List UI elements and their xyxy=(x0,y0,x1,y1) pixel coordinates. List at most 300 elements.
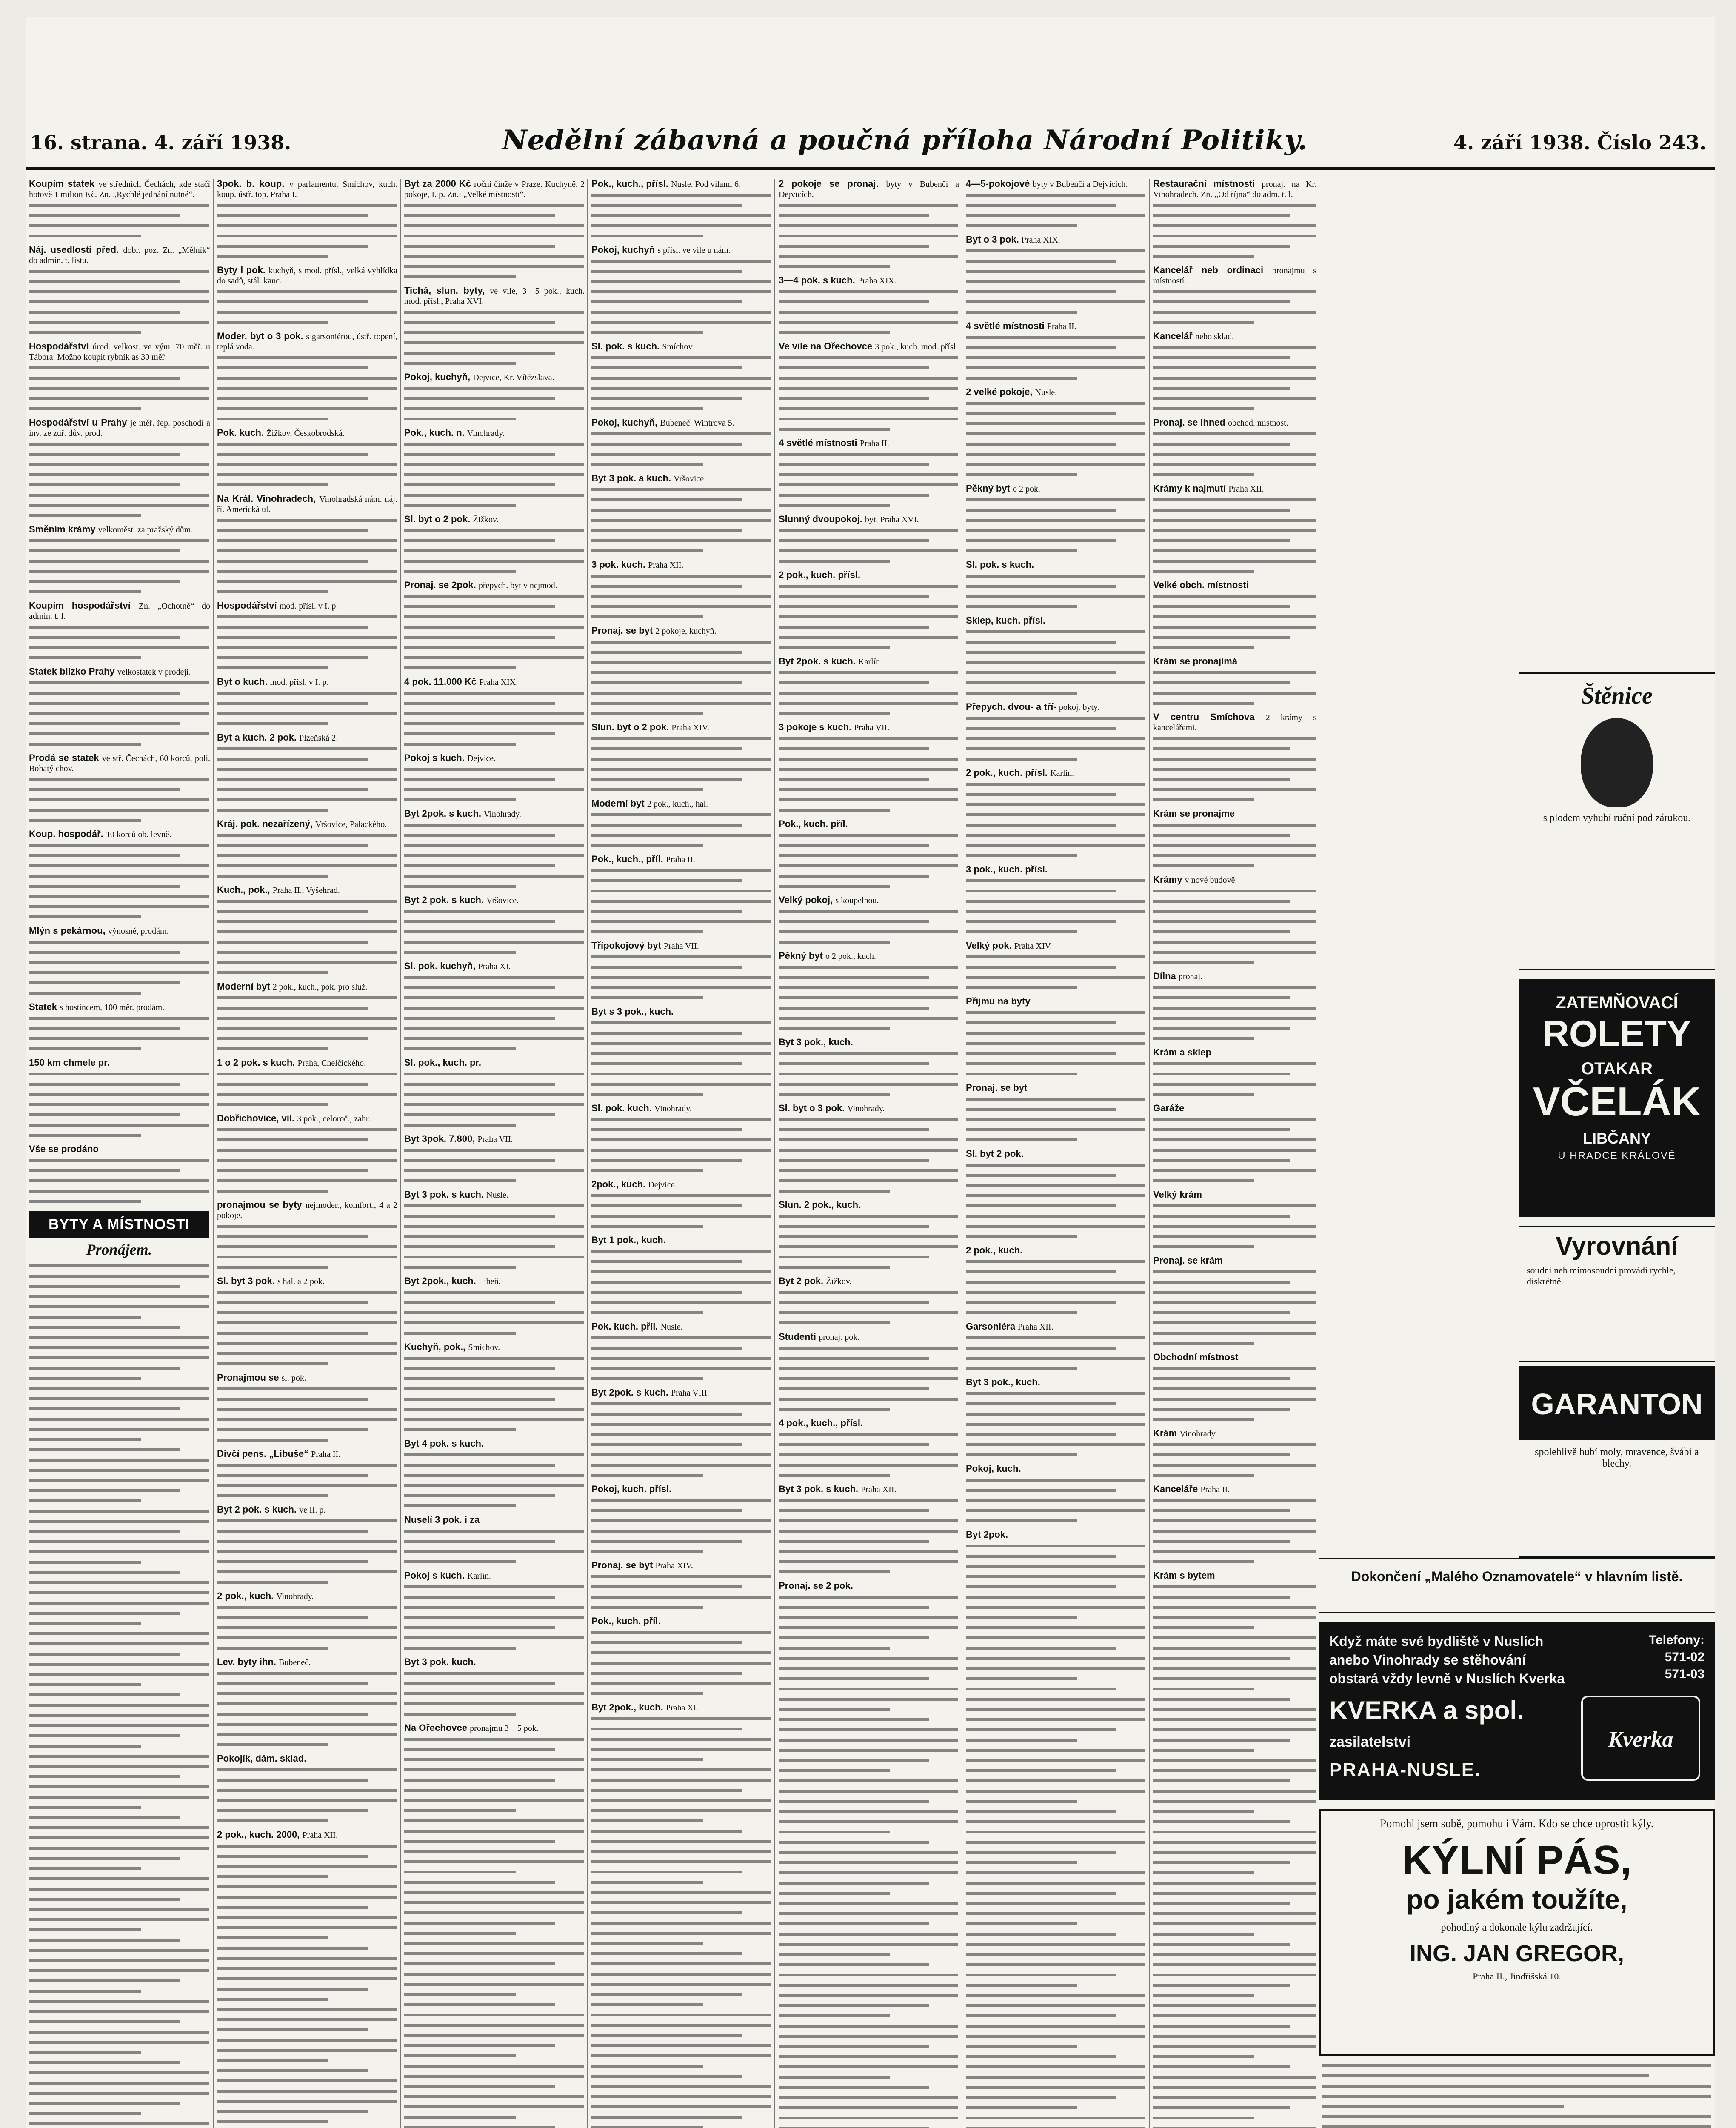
ad-heading: 4 pok. 11.000 Kč xyxy=(404,676,480,687)
ad-heading: Pokoj, kuch. xyxy=(966,1463,1021,1474)
classified-ad xyxy=(1153,1256,1316,1266)
ad-heading: Pokojík, dám. sklad. xyxy=(217,1753,307,1764)
classified-ad xyxy=(591,798,772,809)
ad-text: Nusle. xyxy=(486,1190,508,1200)
classified-ad xyxy=(404,286,585,306)
ad-text: Dejvice. xyxy=(648,1180,677,1190)
print-lines xyxy=(1153,1270,1316,1345)
classified-ad xyxy=(591,854,772,865)
classified-ad xyxy=(404,1058,585,1068)
ad-heading: Pok. kuch. xyxy=(217,427,267,438)
print-lines xyxy=(779,204,958,268)
ad-text: ve II. p. xyxy=(299,1505,326,1515)
section-banner: BYTY A MÍSTNOSTI xyxy=(29,1211,209,1238)
print-lines xyxy=(966,336,1145,380)
ad-text: 2 pok., kuch., hal. xyxy=(647,799,708,809)
ad-heading: Byt a kuch. 2 pok. xyxy=(217,732,300,743)
print-lines xyxy=(1153,1585,1316,1629)
ad-heading: Sl. pok. s kuch. xyxy=(966,559,1034,570)
ad-heading: 3 pokoje s kuch. xyxy=(779,722,854,732)
ad-heading: Koupím hospodářství xyxy=(29,600,139,611)
ad-heading: Pronaj. se 2 pok. xyxy=(779,1580,853,1591)
ad-heading: Statek blízko Prahy xyxy=(29,666,117,677)
ad-heading: Dobřichovice, vil. xyxy=(217,1113,297,1124)
classified-ad xyxy=(217,1591,397,1602)
classified-ad xyxy=(217,1276,397,1287)
roleta-line2: ROLETY xyxy=(1542,1013,1691,1054)
ad-text: Žižkov. xyxy=(826,1277,852,1286)
print-lines xyxy=(29,778,209,822)
classified-ad xyxy=(966,1464,1146,1474)
print-lines xyxy=(591,737,771,791)
ad-heading: Sl. pok. s kuch. xyxy=(591,341,662,352)
ad-text: Praha XIV. xyxy=(655,1561,693,1570)
ad-heading: Krám se pronajímá xyxy=(1153,656,1238,666)
classified-ad xyxy=(966,235,1146,245)
classified-ad xyxy=(29,1144,210,1155)
ad-heading: Pokoj, kuch. přísl. xyxy=(591,1484,672,1494)
classified-ad xyxy=(966,321,1146,332)
ad-rolety-vcelak xyxy=(1519,979,1715,1217)
classified-ad xyxy=(779,341,959,352)
ad-heading: 3 pok. kuch. xyxy=(591,559,648,570)
ad-text: Zn. „Ochotně“ do admin. t. l. xyxy=(29,601,210,621)
print-lines xyxy=(779,1291,958,1324)
classified-ad xyxy=(779,1418,959,1429)
print-lines xyxy=(404,204,584,278)
print-lines xyxy=(404,1073,584,1127)
page-number-date: 16. strana. 4. září 1938. xyxy=(30,131,291,154)
classified-ad xyxy=(29,829,210,840)
ad-text: s přísl. ve vile u nám. xyxy=(657,246,731,255)
stenice-text: s plodem vyhubí ruční pod zárukou. xyxy=(1543,812,1691,824)
page-header xyxy=(26,115,1715,170)
ad-text: pronajmu 3—5 pok. xyxy=(470,1724,539,1733)
classified-ad xyxy=(779,438,959,449)
print-lines xyxy=(591,356,771,410)
classified-ad xyxy=(404,1657,585,1668)
ad-heading: Pok., kuch. příl. xyxy=(591,1616,661,1626)
print-lines xyxy=(779,1657,958,2128)
classified-ad xyxy=(217,732,397,743)
print-lines xyxy=(966,402,1145,476)
print-lines xyxy=(29,1017,209,1050)
ad-heading: Pokoj, kuchyň, xyxy=(591,417,660,428)
kverka-name: KVERKA a spol. xyxy=(1329,1696,1524,1725)
classified-ad xyxy=(404,895,585,906)
print-lines xyxy=(591,1402,771,1477)
print-lines xyxy=(404,976,584,1050)
print-lines xyxy=(966,955,1145,989)
ad-heading: Velké obch. místnosti xyxy=(1153,580,1249,590)
ad-heading: Lev. byty ihn. xyxy=(217,1656,279,1667)
ad-heading: Sl. byt o 2 pok. xyxy=(404,514,473,524)
ad-heading: 2pok., kuch. xyxy=(591,1179,648,1190)
classified-ad xyxy=(966,1083,1146,1093)
print-lines xyxy=(404,529,584,573)
classified-ad xyxy=(966,1530,1146,1540)
ad-text: Bubeneč. Wintrova 5. xyxy=(660,418,734,428)
column-2 xyxy=(213,179,400,2128)
print-lines xyxy=(779,585,958,649)
classified-ad xyxy=(29,341,210,362)
classified-ad xyxy=(591,1007,772,1017)
ad-text: Vršovice. xyxy=(486,896,519,905)
ad-text: úrod. velkost. ve vým. 70 měř. u Tábora. Možno koupit rybník as 30 měř. xyxy=(29,342,210,362)
ad-text: 10 korců ob. levně. xyxy=(106,830,171,839)
ad-text: Praha VII. xyxy=(663,941,699,951)
ad-text: nebo sklad. xyxy=(1195,332,1234,341)
ad-heading: Byt 2pok. s kuch. xyxy=(591,1387,671,1398)
ad-heading: 2 pok., kuch. přísl. xyxy=(779,569,860,580)
ad-heading: Byt 3 pok. a kuch. xyxy=(591,473,674,483)
classified-ad xyxy=(779,275,959,286)
classified-ad xyxy=(217,494,397,515)
ad-heading: 150 km chmele pr. xyxy=(29,1057,110,1068)
ad-heading: Hospodářství xyxy=(29,341,93,352)
classified-ad xyxy=(404,753,585,764)
print-lines xyxy=(404,1204,584,1269)
ad-heading: Pokoj s kuch. xyxy=(404,752,467,763)
ad-heading: Divčí pens. „Libuše“ xyxy=(217,1448,311,1459)
ad-text: Praha VII. xyxy=(854,723,890,732)
ad-heading: Byt s 3 pok., kuch. xyxy=(591,1006,674,1017)
ad-text: nejmoder., komfort., 4 a 2 pokoje. xyxy=(217,1201,397,1220)
ad-heading: 2 pokoje se pronaj. xyxy=(779,179,886,189)
print-lines xyxy=(1153,346,1316,410)
print-lines xyxy=(1153,737,1316,801)
print-lines xyxy=(591,641,771,715)
ad-heading: Slun. byt o 2 pok. xyxy=(591,722,672,732)
ad-text: 2 krámy s kancelářemi. xyxy=(1153,713,1316,732)
classified-ad xyxy=(29,245,210,266)
print-lines xyxy=(29,443,209,517)
ad-text: Praha XII. xyxy=(1228,484,1264,494)
ad-heading: Sl. byt 3 pok. xyxy=(217,1276,277,1286)
classified-ad xyxy=(966,1245,1146,1256)
print-lines xyxy=(217,1885,397,2128)
print-lines xyxy=(966,879,1145,933)
print-lines xyxy=(29,366,209,410)
print-lines xyxy=(1153,1062,1316,1096)
classified-ad xyxy=(404,1276,585,1287)
print-lines xyxy=(1153,671,1316,705)
ad-heading: Sl. byt 2 pok. xyxy=(966,1148,1024,1159)
print-lines xyxy=(404,824,584,888)
ad-text: Vinohrady. xyxy=(276,1592,314,1601)
gregor-text: pohodlný a dokonale kýlu zadržující. xyxy=(1441,1922,1593,1933)
print-lines xyxy=(29,626,209,659)
ad-heading: Byt 2 pok. s kuch. xyxy=(217,1504,300,1515)
print-lines xyxy=(1153,986,1316,1040)
classified-ad xyxy=(1153,809,1316,819)
truck-icon xyxy=(1581,1696,1700,1781)
print-lines xyxy=(966,194,1145,227)
ad-text: Praha II. xyxy=(665,855,695,864)
ad-text: pronaj. pok. xyxy=(819,1333,860,1342)
classified-ad xyxy=(1153,1484,1316,1495)
ad-text: Praha VII. xyxy=(477,1135,513,1144)
ad-text: Vršovice. xyxy=(674,474,706,483)
print-lines xyxy=(1153,824,1316,867)
ad-text: mod. přísl. v I. p. xyxy=(270,678,329,687)
classified-ad xyxy=(404,1134,585,1144)
ad-text: Vinohradská nám. náj. ří. Americká ul. xyxy=(217,495,397,514)
ad-text: sl. pok. xyxy=(281,1373,306,1383)
print-lines xyxy=(966,1164,1145,1238)
ad-text: obchod. místnost. xyxy=(1228,418,1288,428)
ad-heading: Slun. 2 pok., kuch. xyxy=(779,1199,861,1210)
ad-text: pronaj. na Kr. Vinohradech. Zn. „Od října“ do adm. t. l. xyxy=(1153,180,1316,199)
print-lines xyxy=(217,1387,397,1442)
ad-heading: Kráj. pok. nezařízený, xyxy=(217,818,316,829)
classified-ad xyxy=(217,265,397,286)
ad-heading: Sl. byt o 3 pok. xyxy=(779,1103,848,1113)
ad-heading: Krám xyxy=(1153,1428,1180,1439)
print-lines xyxy=(217,1672,397,1746)
print-lines xyxy=(404,1291,584,1335)
column-7 xyxy=(1149,179,1319,2128)
ad-text: ve stř. Čechách, 60 korců, poli. Bohatý chov. xyxy=(29,754,210,773)
gregor-address: Praha II., Jindřišská 10. xyxy=(1473,1971,1561,1982)
ad-text: ve středních Čechách, kde stačí hotově 1 milion Kč. Zn. „Rychlé jednání nutné“. xyxy=(29,180,210,199)
classified-ad xyxy=(404,1190,585,1200)
ad-heading: 4—5-pokojové xyxy=(966,179,1033,189)
filler-text xyxy=(1322,2064,1711,2128)
print-lines xyxy=(779,910,958,944)
ad-text: Praha XI. xyxy=(665,1703,699,1713)
print-lines xyxy=(404,1819,584,2128)
print-lines xyxy=(217,356,397,420)
classified-ad xyxy=(217,1657,397,1668)
classified-ad xyxy=(217,1830,397,1840)
ad-heading: 2 velké pokoje, xyxy=(966,386,1035,397)
ad-heading: Na Ořechovce xyxy=(404,1722,470,1733)
print-lines xyxy=(217,1291,397,1365)
ad-heading: Pronaj. se 2pok. xyxy=(404,580,479,590)
print-lines xyxy=(779,1596,958,1650)
print-lines xyxy=(779,1433,958,1477)
print-lines xyxy=(1153,204,1316,258)
ad-text: Nusle. xyxy=(660,1322,683,1332)
ad-heading: Hospodářství u Prahy xyxy=(29,417,130,428)
print-lines xyxy=(217,1073,397,1106)
classified-ad xyxy=(217,1753,397,1764)
ad-text: pokoj. byty. xyxy=(1059,703,1099,712)
classified-ad xyxy=(779,1332,959,1342)
classified-ad xyxy=(1153,1428,1316,1439)
ad-heading: Krámy k najmutí xyxy=(1153,483,1229,494)
classified-ad xyxy=(591,722,772,733)
print-lines xyxy=(217,1128,397,1193)
print-lines xyxy=(591,432,771,466)
print-lines xyxy=(217,747,397,812)
roleta-line1: ZATEMŇOVACÍ xyxy=(1556,993,1678,1012)
classified-ad xyxy=(591,1484,772,1495)
roleta-line4: VČELÁK xyxy=(1533,1079,1701,1124)
ad-stenice xyxy=(1519,672,1715,970)
classified-ad xyxy=(966,1149,1146,1159)
ad-heading: Přepych. dvou- a tří- xyxy=(966,701,1059,712)
print-lines xyxy=(404,1453,584,1507)
section-subtitle: Pronájem. xyxy=(86,1241,152,1258)
ad-heading: Pěkný byt xyxy=(779,950,826,961)
supplement-title: Nedělní zábavná a poučná příloha Národní Politiky. xyxy=(502,124,1308,156)
classified-ad xyxy=(217,179,397,200)
ad-heading: Pok., kuch., příl. xyxy=(591,854,666,864)
ad-text: v parlamentu, Smíchov, kuch. koup. ústř. top. Praha I. xyxy=(217,180,398,199)
print-lines xyxy=(591,1768,771,2128)
print-lines xyxy=(779,1052,958,1096)
ad-heading: Třípokojový byt xyxy=(591,940,664,951)
print-lines xyxy=(404,1738,584,1812)
classified-ad xyxy=(1153,265,1316,286)
classified-ad xyxy=(591,418,772,428)
print-lines xyxy=(1153,432,1316,476)
print-lines xyxy=(966,717,1145,761)
print-lines xyxy=(1153,1443,1316,1477)
classified-ad xyxy=(779,951,959,961)
ad-heading: Byt 3 pok. kuch. xyxy=(404,1656,476,1667)
classified-ad xyxy=(779,1276,959,1287)
ad-text: Karlín. xyxy=(858,657,882,666)
classified-ad xyxy=(779,819,959,829)
ad-text: s hostincem, 100 měr. prodám. xyxy=(60,1003,165,1012)
print-lines xyxy=(591,1021,771,1096)
classified-ad xyxy=(217,1200,397,1221)
ad-text: o 2 pok. xyxy=(1013,484,1041,494)
print-lines xyxy=(779,1347,958,1411)
classified-ad xyxy=(591,1103,772,1114)
print-lines xyxy=(966,1098,1145,1141)
classified-ad xyxy=(966,768,1146,778)
print-lines xyxy=(779,1499,958,1573)
ad-heading: Pronaj. se byt xyxy=(591,625,656,636)
truck-label: Kverka xyxy=(1608,1728,1673,1752)
ad-heading: Na Král. Vinohradech, xyxy=(217,493,320,504)
classified-ad xyxy=(779,656,959,667)
print-lines xyxy=(779,671,958,715)
ad-heading: Prodá se statek xyxy=(29,752,102,763)
classified-ad xyxy=(966,1321,1146,1332)
garanton-text: spolehlivě hubí moly, mravence, švábi a blechy. xyxy=(1535,1447,1699,1469)
print-lines xyxy=(29,539,209,593)
ad-text: byty v Bubenči a Dejvicích. xyxy=(1032,180,1128,189)
classified-ad xyxy=(1153,418,1316,428)
classified-ad xyxy=(217,1373,397,1383)
classified-ad xyxy=(29,753,210,774)
classified-ad xyxy=(404,1723,585,1733)
classified-ad xyxy=(591,1702,772,1713)
ad-text: je měř. řep. poschodí a inv. ze zuř. dův. prod. xyxy=(29,418,210,438)
print-lines xyxy=(29,270,209,334)
ad-heading: Moderní byt xyxy=(217,981,273,992)
print-lines xyxy=(29,1264,209,2128)
gregor-name: ING. JAN GREGOR, xyxy=(1409,1941,1625,1966)
ad-heading: Kuchyň, pok., xyxy=(404,1341,468,1352)
ad-text: Smíchov. xyxy=(662,342,694,352)
print-lines xyxy=(779,1215,958,1269)
roleta-line6: U HRADCE KRÁLOVÉ xyxy=(1558,1150,1676,1161)
print-lines xyxy=(966,1260,1145,1314)
print-lines xyxy=(591,1499,771,1553)
print-lines xyxy=(591,488,771,552)
kverka-sub: zasilatelství xyxy=(1329,1734,1410,1750)
classified-ad xyxy=(591,560,772,570)
ad-text: Žižkov, Českobrodská. xyxy=(266,429,345,438)
ad-heading: Krámy xyxy=(1153,874,1185,885)
classified-ad xyxy=(779,570,959,581)
classified-ad xyxy=(217,677,397,687)
ad-text: mod. přísl. v I. p. xyxy=(279,601,338,611)
classified-ad xyxy=(404,1570,585,1581)
print-lines xyxy=(217,519,397,593)
classified-ad xyxy=(591,626,772,636)
classified-ad xyxy=(217,981,397,992)
print-lines xyxy=(779,737,958,812)
classified-ad xyxy=(1153,580,1316,591)
classified-ad xyxy=(1153,656,1316,667)
classified-ad xyxy=(591,1179,772,1190)
ad-heading: Hospodářství xyxy=(217,600,280,611)
ad-heading: Byt 3 pok. s kuch. xyxy=(779,1484,861,1494)
ad-heading: Byt 3 pok. s kuch. xyxy=(404,1189,487,1200)
ad-text: Praha XIX. xyxy=(1021,235,1060,245)
print-lines xyxy=(217,1519,397,1584)
print-lines xyxy=(591,260,771,334)
ad-heading: Kuch., pok., xyxy=(217,884,273,895)
print-lines xyxy=(966,1479,1145,1522)
print-lines xyxy=(404,1672,584,1716)
classified-ad xyxy=(966,702,1146,712)
print-lines xyxy=(217,443,397,486)
ad-garanton-text xyxy=(1519,1439,1715,1558)
ad-text: ve vile, 3—5 pok., kuch. mod. přísl., Praha XVI. xyxy=(404,286,585,306)
print-lines xyxy=(29,204,209,237)
classified-ad xyxy=(1153,1103,1316,1114)
ad-text: Vršovice, Palackého. xyxy=(315,820,387,829)
classified-ad xyxy=(217,885,397,895)
ad-text: Praha XII. xyxy=(648,561,684,570)
print-lines xyxy=(217,1768,397,1822)
ad-heading: Restaurační místnosti xyxy=(1153,179,1262,189)
ad-heading: Pokoj s kuch. xyxy=(404,1570,467,1581)
garanton-name: GARANTON xyxy=(1531,1387,1703,1421)
column-4 xyxy=(587,179,774,2128)
classified-ad xyxy=(779,1484,959,1495)
print-lines xyxy=(217,204,397,258)
ad-text: Vinohrady. xyxy=(467,429,505,438)
classified-ad xyxy=(591,1616,772,1627)
print-lines xyxy=(217,834,397,878)
ad-heading: Pěkný byt xyxy=(966,483,1013,494)
classified-ad xyxy=(1153,1570,1316,1581)
print-lines xyxy=(1153,498,1316,573)
classified-ad xyxy=(779,1581,959,1591)
ad-heading: Pokoj, kuchyň xyxy=(591,244,658,255)
ad-text: Praha XIV. xyxy=(1014,941,1052,951)
print-lines xyxy=(591,194,771,237)
ad-text: Praha II. xyxy=(311,1450,341,1459)
kverka-phone-1: 571-02 xyxy=(1665,1650,1705,1664)
ad-heading: Pokoj, kuchyň, xyxy=(404,372,473,382)
print-lines xyxy=(966,1545,1145,1619)
print-lines xyxy=(404,1149,584,1182)
ad-text: dobr. poz. Zn. „Mělník“ do admin. t. listu. xyxy=(29,246,210,265)
ad-heading: Pronajmou se xyxy=(217,1372,282,1383)
print-lines xyxy=(591,1631,771,1695)
ad-heading: Sl. pok. kuchyň, xyxy=(404,961,478,971)
